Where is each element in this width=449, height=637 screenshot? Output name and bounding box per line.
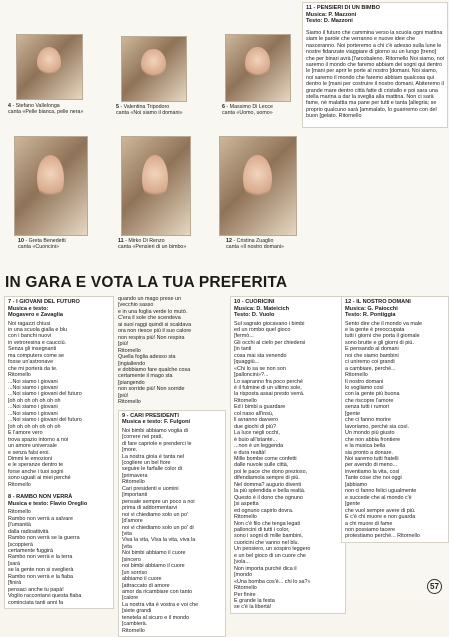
song-7-box bbox=[4, 296, 114, 609]
song-8-header: 8 - RAMBO NON VERRÀ Musica e testo: Flavio Oreglio bbox=[8, 494, 88, 507]
photo-greta bbox=[14, 136, 88, 236]
photo-mirko bbox=[121, 136, 191, 236]
page-headline: IN GARA E VOTA LA TUA PREFERITA bbox=[5, 274, 288, 291]
photo-cristina bbox=[219, 136, 297, 236]
song-7-header: 7 - I GIOVANI DEL FUTURO Musica e testo: Mogavero e Zavaglia bbox=[8, 299, 80, 318]
caption-10: 10 - Greta Benedetti canta «Cuoncini» bbox=[18, 238, 66, 251]
song-8-cont-col bbox=[118, 296, 226, 637]
song-9-box bbox=[118, 410, 226, 637]
caption-4: 4 - Stefano Vallelonga canta «Pelle bianca, pelle nera» bbox=[8, 103, 84, 116]
song-10-header: 10 - CUORICINI Musica: D. Mateicich Testo: D. Vuolo bbox=[234, 299, 290, 318]
page-number: 57 bbox=[427, 579, 442, 594]
song-8-lyrics: Ritornello Rambo non verrà a salvare [l'umanità dalla radioattività Rambo non verrà se la guerra [scoppierà certamente fuggirà Rambo non verrà e la terra [sarà se la gente non si sveglierà Rambo non verrà e la fiaba [finirà pensaci anche tu papà! Voglio raccontarvi questa fiaba cominciata tanti anni fa bbox=[8, 509, 82, 606]
song-7-lyrics: Noi ragazzi chiusi in una scuola gialla e blu con i banchi nuovi in vetroresina e caucciù. Senza gli insegnanti ma computers come se fosse un'astronave che mi porterà da te. Ritornello ...Noi siamo i giovani ...Noi siamo i giovani ...Noi siamo i giovani del futuro [oh oh oh oh oh oh oh ...Noi siamo i giovani ...Noi siamo i giovani ...Noi siamo i giovani del futuro [oh oh oh oh oh oh oh E l'amore vero trova spazio intorno a noi un amore universale e senza falsi eroi. Dimmi le emozioni e le speranze dentro te forse anche i tuoi sogni sono uguali ai miei perché Ritornello bbox=[8, 320, 82, 488]
song-9-header: 9 - CARI PRESIDENTI Musica e testo: F. Fulgoni bbox=[122, 412, 191, 426]
caption-6: 6 - Massimo Di Lecce canta «Uomo, uomo» bbox=[222, 104, 273, 117]
photo-massimo bbox=[225, 34, 291, 102]
song-12-header: 12 - IL NOSTRO DOMANI Musica: G. Paiocchi Testo: R. Pontiggia bbox=[345, 299, 411, 318]
caption-12: 12 - Cristina Zuaglio canta «Il nostro domani» bbox=[226, 238, 285, 251]
song-11-box bbox=[302, 2, 448, 128]
photo-stefano bbox=[16, 34, 83, 100]
song-10-lyrics: Sul sagrato giocavano i bimbi ed un rombo quel gioco [fermò... Gli occhi al cielo per chiedersi [in tanti cosa mai sta venendo [quaggiù... «Chi lo sa se non son [palloncini»?... Lo sapranno fra poco perché è il fulmine di un ultimo sole, la risposta assai presto verrà. Ritornello Ed i bimbi a guardare col naso all'insù, li avranno davvero due giochi di più? La luce negli occhi, è buio all'istante... ...non è un leggenda e dura realtà! Mille bombe come confetti dalle nuvole sulle città, poi le pace che dono prezioso, difendiamola sempre di più. Nel domma? augurio diventi la più splendida e bella realtà. Questo è il dono che ognuno [si aspetta ed ognuno capirlo dovra. Ritornello Non c'è filo che tenga legati palloncini di tutti i color, sono i sogni di mille bambini, cuoricini che vanno nel blu. Un pensiero, un sospiro leggero e un bel gioco di un cuore che [vola... Non importa purché dica il [mondo «Una bomba cos'è... chi lo sa?» Ritornello Per finire E grande la festa se c'è la libertà! bbox=[234, 320, 311, 611]
song-12-lyrics: Sento dire che il mondo va male e la gente è preoccupata tutti i giorni che porta il giornale sono brutte e gli giorni di più. E pensando al domani noi che siamo bambini ci uniremo coi grandi a cambiare, perché... Ritornello Il nostro domani lo vogliamo così con la gente più buona che riscopre l'amore senza tutti i rumori [gente che ci fanno morire lavoriamo, perché sia così. Un mondo più giusto che non abbia frontiere e la musica bella sia pronto a donare. Noi saremo tutti fratelli per avendo di meno... inventiamo la vita, così Tante cose che noi oggi [abbiamo non ci fanno felici ugualmente e succede che al mondo c'è [gente che vuol sempre avere di più. E c'è chi muore e non guarda a chi muore di fame non possiamo tacere protestiamo perché... Ritornello bbox=[345, 320, 423, 540]
song-10-box bbox=[230, 296, 346, 614]
song-11-header: 11 - PENSIERI DI UN BIMBO Musica: P. Mazzoni Testo: D. Mazzoni bbox=[306, 5, 380, 24]
song-8-lyrics-cont: quando un mago prese un [vecchio sasso e in una foglia verde lo mutò. C'era il sole che scendeva ai suoi raggi quindi si scaldava ora non riesce più il suo calore non respira più! Non respira [più! Ritornello Quella foglia adesso sta [ingiallendo e dobbiamo fare qualche cosa certamente il mago sta [piangendo non sorride più! Non sorride [più! Ritornello bbox=[118, 296, 192, 406]
photo-valentina bbox=[121, 36, 187, 102]
caption-11: 11 - Mirko Di Renzo canta «Pensieri di un bimbo» bbox=[118, 238, 187, 251]
song-12-box bbox=[341, 296, 449, 543]
caption-5: 5 - Valentina Tripodoro canta «Noi siamo il domani» bbox=[116, 104, 183, 117]
song-11-lyrics: Siamo il futuro che cammina verso la scuola ogni mattina siam le parole che verranno e nuove idee che nasceranno. Noi porteremo a chi c'è adesso sulla lune le nostre fidanzate viaggiare di giorno su un lungo [treno] che per binari avrà [l'arcobaleno. Ritornello Noi siamo, noi saremo il mondo che faremo abbiam dei sogni qui dentro le [mani per aprir le porte al nostro [domani. Noi siamo, noi saremo il mondo che faremo abbiam qualcosa qui dentro le [mani per costruire il nostro domani. Abiteremo il grande mare dentro città fatte di cristallo e poi sara una stella marina a dar la sveglia alla mattina. Non ci sarà fame, né malattia ma pane per tutti e tanta [allegria; se proprio qualcuno sarà [ammalato, lo guariremo con del buon [gelato. Ritornello bbox=[306, 29, 444, 120]
song-9-lyrics: Noi bimbi abbiamo voglia di [correre nei prati, di fare capriole e prenderci le [more. La nostra gioia è tanta nel [cogliere un bel fiore seguire le farfalle color di [primavera Ritornello Cari presidenti e uomini [importanti pensate sempre un poco a noi prima di addormentarvi noi vi chiediamo solo un po' [d'amore noi vi chiediamo solo un po' di [vita Viva la vita, Viva la vita, viva la [vita Noi bimbi abbiamo il cuore [sincero noi bimbi abbiamo il cuore [un sorriso abbiamo il cuore [attraccato di amore amor da ricambiare con tanto [calore La nostra vita è vostra e voi che [siete grandi tenetela al sicuro e il mondo [cambierà. Ritornello bbox=[122, 427, 199, 634]
